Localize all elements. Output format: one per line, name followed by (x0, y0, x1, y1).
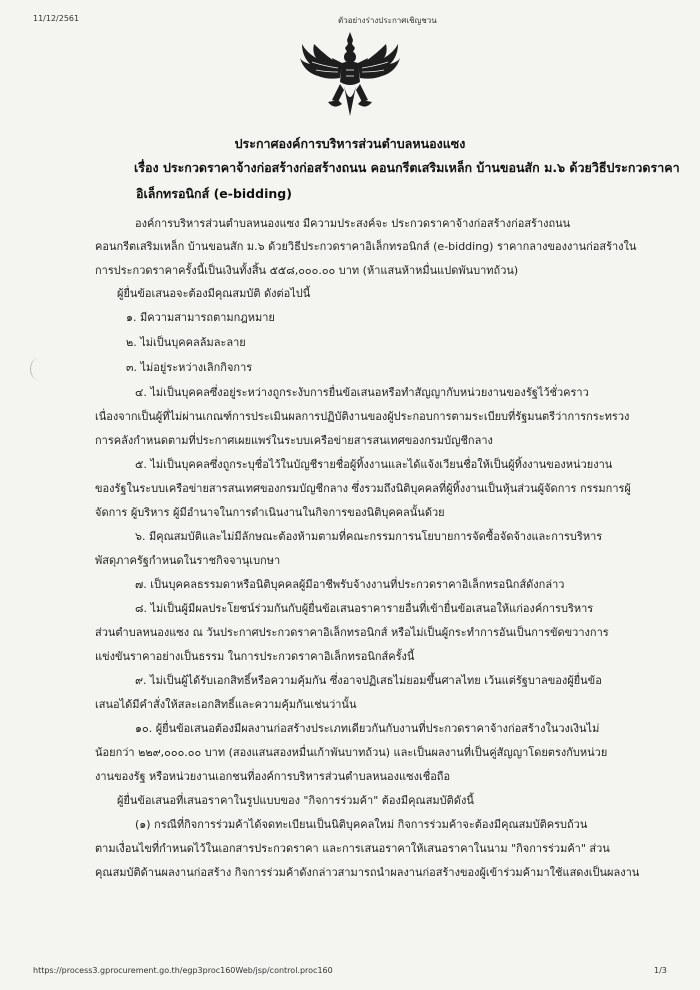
body-line: ผู้ยื่นข้อเสนอที่เสนอราคาในรูปแบบของ "กิจการร่วมค้า" ต้องมีคุณสมบัติดังนี้ (117, 794, 474, 807)
subject-line-2: อิเล็กทรอนิกส์ (e-bidding) (136, 186, 292, 201)
body-line: การคลังกำหนดตามที่ประกาศเผยแพร่ในระบบเครือข่ายสารสนเทศของกรมบัญชีกลาง (95, 434, 493, 447)
body-line: เสนอได้มีคำสั่งให้สละเอกสิทธิ์และความคุ้มกันเช่นว่านั้น (95, 698, 357, 711)
body-line: ผู้ยื่นข้อเสนอจะต้องมีคุณสมบัติ ดังต่อไปนี้ (117, 287, 311, 300)
body-line: น้อยกว่า ๒๒๙,๐๐๐.๐๐ บาท (สองแสนสองหมื่นเก้าพันบาทถ้วน) และเป็นผลงานที่เป็นคู่สัญญาโดยตรงกับหน่วย (95, 746, 608, 759)
body-line: ๙. ไม่เป็นผู้ได้รับเอกสิทธิ์หรือความคุ้มกัน ซึ่งอาจปฏิเสธไม่ยอมขึ้นศาลไทย เว้นแต่รัฐบาลของผู้ยื่นข้อ (135, 674, 602, 687)
body-line: ๑๐. ผู้ยื่นข้อเสนอต้องมีผลงานก่อสร้างประเภทเดียวกันกับงานที่ประกวดราคาจ้างก่อสร้างในวงเงินไม่ (135, 722, 600, 735)
body-line: ของรัฐในระบบเครือข่ายสารสนเทศของกรมบัญชีกลาง ซึ่งรวมถึงนิติบุคคลที่ผู้ทิ้งงานเป็นหุ้นส่วนผู้จัดการ กรรมการผู้ (95, 482, 631, 495)
body-line: ตามเงื่อนไขที่กำหนดไว้ในเอกสารประกวดราคา และการเสนอราคาให้เสนอราคาในนาม "กิจการร่วมค้า" ส่วน (95, 842, 610, 855)
print-date: 11/12/2561 (33, 14, 80, 23)
body-line: เนื่องจากเป็นผู้ที่ไม่ผ่านเกณฑ์การประเมินผลการปฏิบัติงานของผู้ประกอบการตามระเบียบที่รัฐมนตรีว่าการกระทรวง (95, 410, 630, 423)
punch-hole-mark (30, 358, 47, 380)
draft-note: ตัวอย่างร่างประกาศเชิญชวน (338, 16, 437, 25)
announcement-title: ประกาศองค์การบริหารส่วนตำบลหนองแซง (234, 136, 466, 151)
body-line: ๕. ไม่เป็นบุคคลซึ่งถูกระบุชื่อไว้ในบัญชีรายชื่อผู้ทิ้งงานและได้แจ้งเวียนชื่อให้เป็นผู้ทิ้งงานของหน่วยงาน (135, 458, 613, 471)
body-line: แข่งขันราคาอย่างเป็นธรรม ในการประกวดราคาอิเล็กทรอนิกส์ครั้งนี้ (95, 650, 415, 663)
body-line: คุณสมบัติด้านผลงานก่อสร้าง กิจการร่วมค้าดังกล่าวสามารถนำผลงานก่อสร้างของผู้เข้าร่วมค้ามาใช้แสดงเป็นผลงาน (95, 866, 640, 879)
subject-line-1: เรื่อง ประกวดราคาจ้างก่อสร้างก่อสร้างถนน คอนกรีตเสริมเหล็ก บ้านขอนสัก ม.๖ ด้วยวิธีประกวดราคา (134, 160, 680, 175)
body-line: ๗. เป็นบุคคลธรรมดาหรือนิติบุคคลผู้มีอาชีพรับจ้างงานที่ประกวดราคาอิเล็กทรอนิกส์ดังกล่าว (135, 578, 565, 591)
body-line: ๔. ไม่เป็นบุคคลซึ่งอยู่ระหว่างถูกระงับการยื่นข้อเสนอหรือทำสัญญากับหน่วยงานของรัฐไว้ชั่วคราว (135, 386, 589, 399)
garuda-emblem-icon (298, 30, 402, 120)
body-line: (๑) กรณีที่กิจการร่วมค้าได้จดทะเบียนเป็นนิติบุคคลใหม่ กิจการร่วมค้าจะต้องมีคุณสมบัติครบถ้วน (135, 818, 588, 831)
body-line: จัดการ ผู้บริหาร ผู้มีอำนาจในการดำเนินงานในกิจการของนิติบุคคลนั้นด้วย (95, 506, 445, 519)
body-line: ส่วนตำบลหนองแซง ณ วันประกาศประกวดราคาอิเล็กทรอนิกส์ หรือไม่เป็นผู้กระทำการอันเป็นการขัดขวางการ (95, 626, 609, 639)
body-line: ๑. มีความสามารถตามกฎหมาย (126, 311, 275, 324)
body-line: คอนกรีตเสริมเหล็ก บ้านขอนสัก ม.๖ ด้วยวิธีประกวดราคาอิเล็กทรอนิกส์ (e-bidding) ราคากลางของงานก่อสร้างใน (95, 240, 637, 253)
footer-url: https://process3.gprocurement.go.th/egp3proc160Web/jsp/control.proc160 (33, 966, 333, 975)
body-line: องค์การบริหารส่วนตำบลหนองแซง มีความประสงค์จะ ประกวดราคาจ้างก่อสร้างก่อสร้างถนน (135, 217, 571, 230)
body-line: ๓. ไม่อยู่ระหว่างเลิกกิจการ (126, 361, 253, 374)
body-line: ๒. ไม่เป็นบุคคลล้มละลาย (126, 336, 246, 349)
body-line: ๘. ไม่เป็นผู้มีผลประโยชน์ร่วมกันกับผู้ยื่นข้อเสนอราคารายอื่นที่เข้ายื่นข้อเสนอให้แก่องค์การบริหาร (135, 602, 594, 615)
body-line: ๖. มีคุณสมบัติและไม่มีลักษณะต้องห้ามตามที่คณะกรรมการนโยบายการจัดซื้อจัดจ้างและการบริหาร (135, 530, 603, 543)
body-line: งานของรัฐ หรือหน่วยงานเอกชนที่องค์การบริหารส่วนตำบลหนองแซงเชื่อถือ (95, 770, 451, 783)
body-line: การประกวดราคาครั้งนี้เป็นเงินทั้งสิ้น ๕๕๘,๐๐๐.๐๐ บาท (ห้าแสนห้าหมื่นแปดพันบาทถ้วน) (95, 264, 519, 277)
page-number: 1/3 (654, 966, 667, 975)
body-line: พัสดุภาครัฐกำหนดในราชกิจจานุเบกษา (95, 554, 281, 567)
